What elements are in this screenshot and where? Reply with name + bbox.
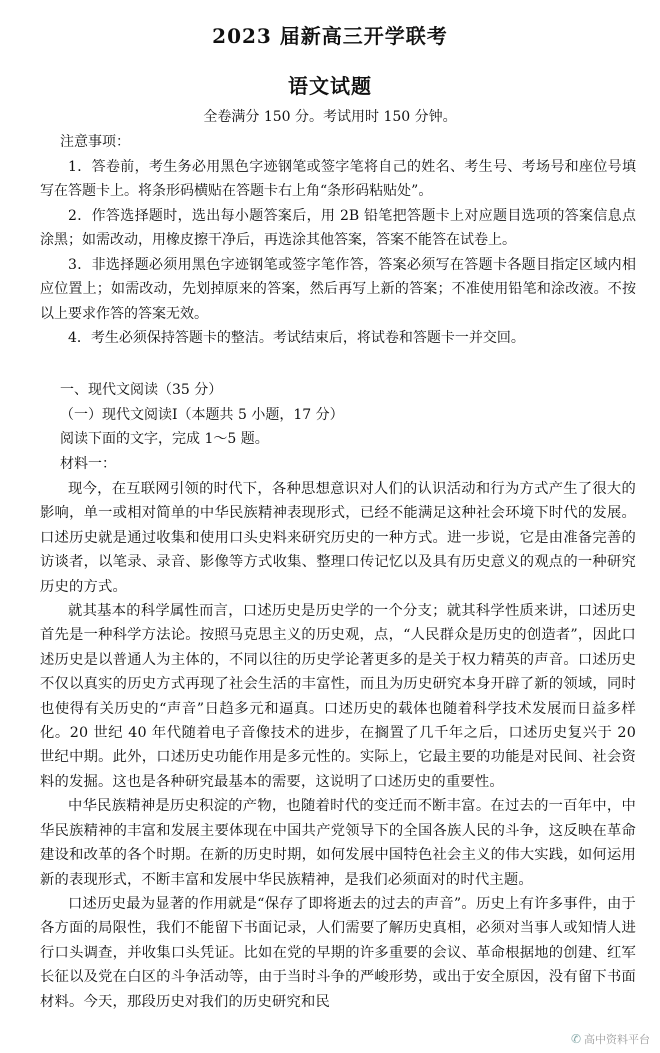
reading-material xyxy=(40,477,636,1014)
notice-item-4: 4．考生必须保持答题卡的整洁。考试结束后，将试卷和答题卡一并交回。 xyxy=(68,330,525,346)
notice-heading: 注意事项： xyxy=(60,134,130,150)
article-paragraph: 就其基本的科学属性而言，口述历史是历史学的一个分支；就其科学性质来讲，口述历史首先是一种科学方法论。按照马克思主义的历史观，点，“人民群众是历史的创造者”，因此口述历史是以普通人为主体的，不同以往的历史学论著更多的是关于权力精英的声音。口述历史不仅以真实的历史方式再现了社会生活的丰富性，而且为历史研究本身开辟了新的领域，同时也使得有关历史的“声音”日趋多元和逼真。口述历史的载体也随着科学技术发展而日益多样化。20 世纪 40 年代随着电子音像技术的进步，在搁置了几千年之后，口述历史复兴于 20 世纪中期。此外，口述历史功能作用是多元性的。实际上，它最主要的功能是对民间、社会资料的发掘。这也是各种研究最基本的需要，这说明了口述历史的重要性。 xyxy=(40,603,636,790)
subject-title: 语文试题 xyxy=(288,74,372,98)
article-paragraph: 口述历史最为显著的作用就是“保存了即将逝去的过去的声音”。历史上有许多事件，由于各方面的局限性，我们不能留下书面记录，人们需要了解历史真相，必须对当事人或知情人进行口头调查，并收集口头凭证。比如在党的早期的许多重要的会议、革命根据地的创建、红军长征以及党在白区的斗争活动等，由于当时斗争的严峻形势，或出于安全原因，没有留下书面材料。今天，那段历史对我们的历史研究和民 xyxy=(40,895,636,1010)
instruction: 阅读下面的文字，完成 1～5 题。 xyxy=(60,431,269,447)
article-paragraph: 中华民族精神是历史积淀的产物，也随着时代的变迁而不断丰富。在过去的一百年中，中华民族精神的丰富和发展主要体现在中国共产党领导下的全国各族人民的斗争，这反映在革命建设和改革的各个时期。在新的历史时期，如何发展中国特色社会主义的伟大实践，如何运用新的表现形式，不断丰富和发展中华民族精神，是我们必须面对的时代主题。 xyxy=(40,798,636,888)
watermark xyxy=(571,1031,650,1047)
exam-title: 2023 届新高三开学联考 xyxy=(212,24,448,48)
watermark-text: 高中资料平台 xyxy=(584,1033,650,1046)
notice-item-3: 3．非选择题必须用黑色字迹钢笔或签字笔作答，答案必须写在答题卡各题目指定区域内相应位置上；如需改动，先划掉原来的答案，然后再写上新的答案；不准使用铅笔和涂改液。不按以上要求作答的答案无效。 xyxy=(40,256,636,322)
material-label: 材料一： xyxy=(60,455,116,472)
notice-item-2: 2．作答选择题时，选出每小题答案后，用 2B 铅笔把答题卡上对应题目选项的答案信息点涂黑；如需改动，用橡皮擦干净后，再选涂其他答案，答案不能答在试卷上。 xyxy=(40,207,636,248)
article-paragraph: 现今，在互联网引领的时代下，各种思想意识对人们的认识活动和行为方式产生了很大的影响，单一或相对简单的中华民族精神表现形式，已经不能满足这种社会环境下时代的发展。口述历史就是通过收集和使用口头史料来研究历史的一种方式。进一步说，它是由准备完善的访谈者，以笔录、录音、影像等方式收集、整理口传记忆以及具有历史意义的观点的一种研究历史的方式。 xyxy=(40,481,636,595)
part-title: 一、现代文阅读（35 分） xyxy=(60,382,223,398)
wechat-icon: ✆ xyxy=(570,1032,581,1046)
section-header xyxy=(40,378,636,476)
notice-item-1: 1．答卷前，考生务必用黑色字迹钢笔或签字笔将自己的姓名、考生号、考场号和座位号填写在答题卡上。将条形码横贴在答题卡右上角“条形码粘贴处”。 xyxy=(40,158,636,199)
notice-block xyxy=(40,130,636,351)
score-info: 全卷满分 150 分。考试用时 150 分钟。 xyxy=(203,109,457,125)
sub-title: （一）现代文阅读Ⅰ（本题共 5 小题，17 分） xyxy=(60,406,344,423)
